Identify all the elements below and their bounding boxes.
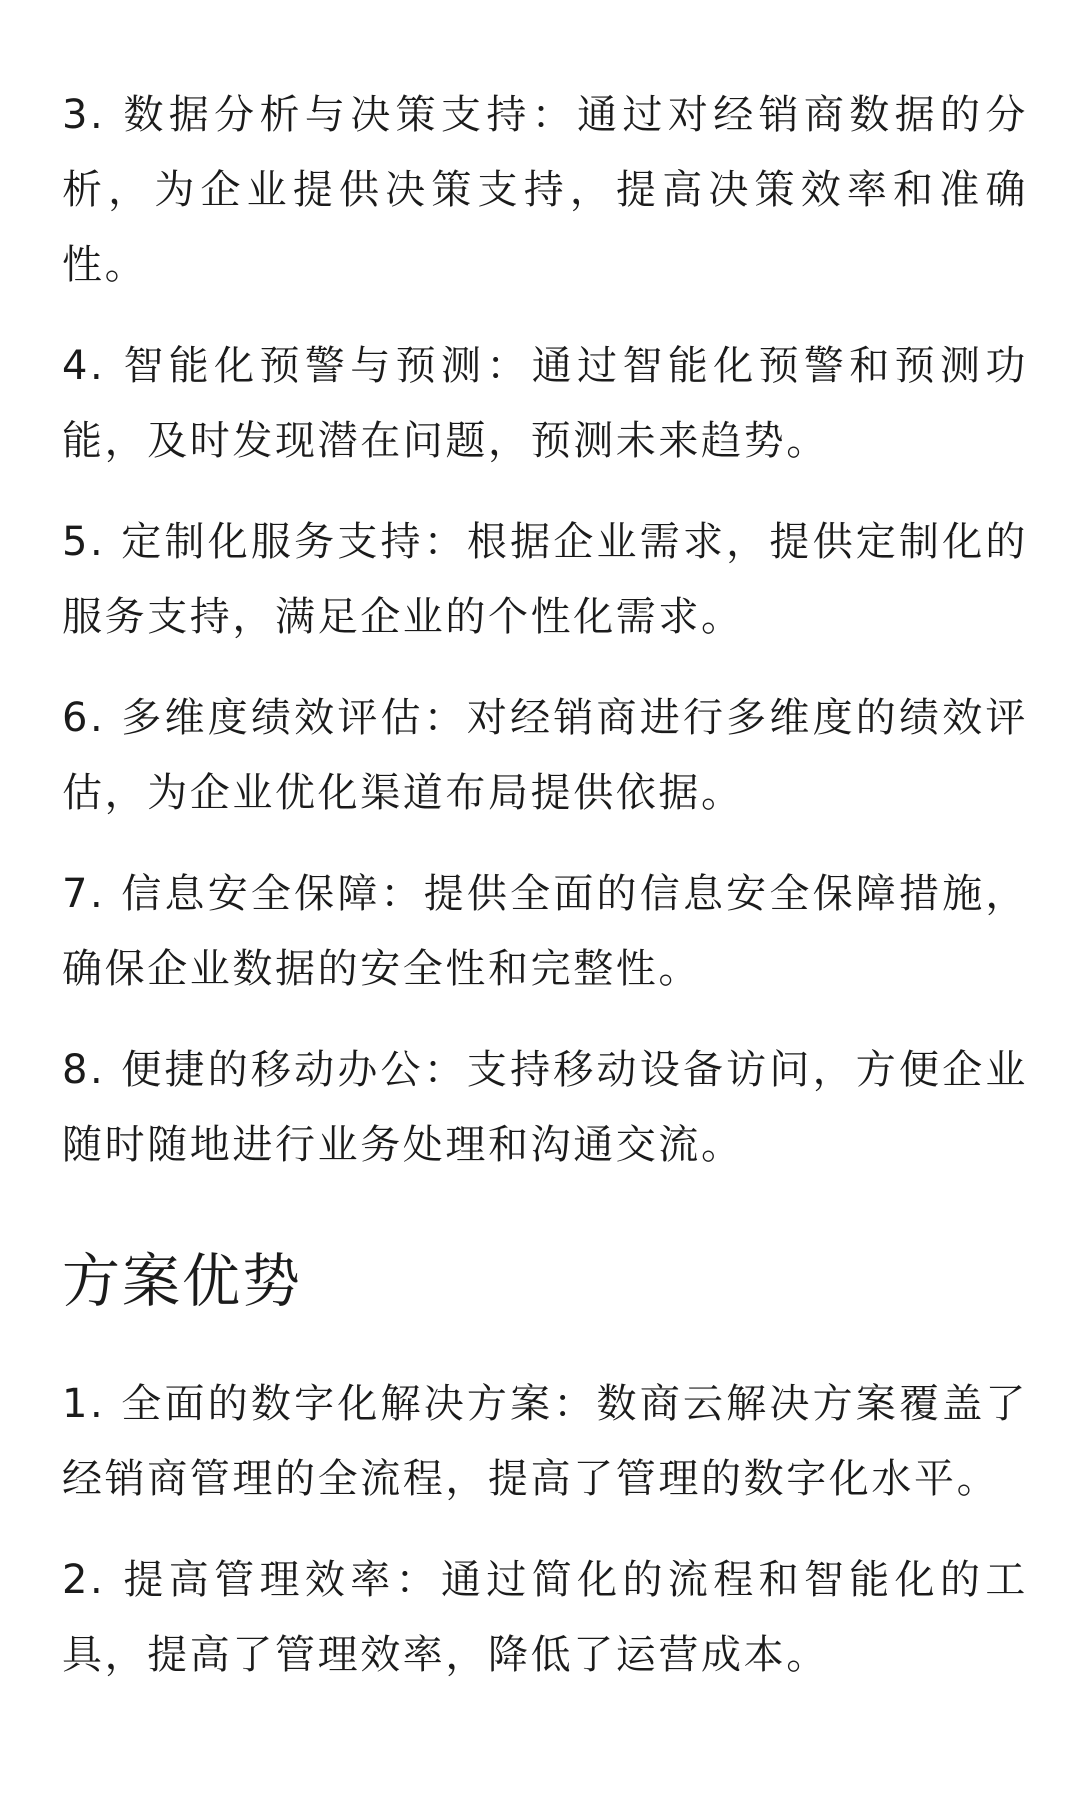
feature-item-7: 7. 信息安全保障：提供全面的信息安全保障措施，确保企业数据的安全性和完整性。	[62, 871, 1028, 992]
feature-item-8: 8. 便捷的移动办公：支持移动设备访问，方便企业随时随地进行业务处理和沟通交流。	[62, 1047, 1028, 1168]
section-heading-advantages: 方案优势	[62, 1247, 303, 1315]
feature-item-4: 4. 智能化预警与预测：通过智能化预警和预测功能，及时发现潜在问题，预测未来趋势。	[62, 343, 1028, 464]
feature-item-3: 3. 数据分析与决策支持：通过对经销商数据的分析，为企业提供决策支持，提高决策效率和准确性。	[62, 92, 1028, 288]
advantage-item-1: 1. 全面的数字化解决方案：数商云解决方案覆盖了经销商管理的全流程，提高了管理的数字化水平。	[62, 1381, 1028, 1502]
feature-item-5: 5. 定制化服务支持：根据企业需求，提供定制化的服务支持，满足企业的个性化需求。	[62, 519, 1028, 640]
article-body	[62, 78, 1028, 1719]
feature-item-6: 6. 多维度绩效评估：对经销商进行多维度的绩效评估，为企业优化渠道布局提供依据。	[62, 695, 1028, 816]
advantage-item-2: 2. 提高管理效率：通过简化的流程和智能化的工具，提高了管理效率，降低了运营成本。	[62, 1557, 1028, 1678]
